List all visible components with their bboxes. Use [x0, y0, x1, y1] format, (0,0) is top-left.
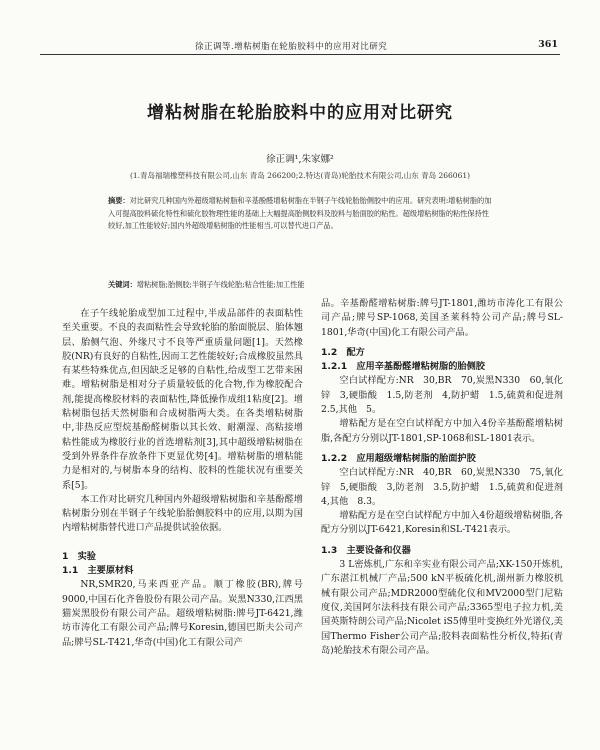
- materials-continued: 品。辛基酚醛增粘树脂:牌号JT-1801,潍坊市涛化工有限公司产品;牌号SP-1068,美国圣莱科特公司产品;牌号SL-1801,华奇(中国)化工有限公司产品。: [321, 298, 563, 338]
- running-header: [40, 38, 560, 55]
- equipment-paragraph: 3 L密炼机,广东和辛实业有限公司产品;XK-150开炼机,广东湛江机械厂产品;500 kN平板硫化机,湖州新力橡胶机械有限公司产品;MDR2000型硫化仪和MV2000型门尼粘度仪,美国阿尔法科技有限公司产品;3365型电子拉力机,美国英斯特朗公司产品;Nicolet iS5傅里叶变换红外光谱仪,美国Thermo Fisher公司产品;胶料表面粘性分析仪,特拓(青岛)轮胎技术有限公司产品。: [321, 559, 563, 656]
- abstract-label: 摘要：: [108, 196, 130, 205]
- abstract-text: 对比研究几种国内外超级增粘树脂和辛基酚醛增粘树脂在半钢子午线轮胎胎侧胶中的应用。研究表明:增粘树脂的加入可提高胶料硫化特性和硫化胶物理性能的基础上大幅提高胎侧胶料及胶料与胎面胶的粘性。超级增粘树脂的粘性保持性较好,加工性能较好;国内外超级增粘树脂的性能相当,可以替代进口产品。: [108, 196, 492, 231]
- author-line: 徐正调¹,朱家娜²: [266, 154, 334, 165]
- subsubsection-heading-tread: 1.2.2 应用超级增粘树脂的胎面护胶: [321, 452, 476, 464]
- keywords-text: 增粘树脂;胎侧胶;半钢子午线轮胎;粘合性能;加工性能: [136, 280, 305, 289]
- formula-1: 空白试样配方:NR 30,BR 70,炭黑N330 60,氧化锌 3,硬脂酸 1.5,防老剂 4,防护蜡 1.5,硫黄和促进剂 2.5,其他 5。: [321, 375, 573, 416]
- section-heading-experiment: 1 实验: [62, 550, 96, 562]
- right-column: [321, 297, 573, 658]
- affiliation-line: (1.青岛福瑞橡塑科技有限公司,山东 青岛 266200;2.特达(青岛)轮胎技术有限公司,山东 青岛 266061): [129, 171, 471, 180]
- page-number: 361: [538, 39, 558, 50]
- formula-1-note: 增粘配方是在空白试样配方中加入4份辛基酚醛增粘树脂,各配方分别以JT-1801,SP-1068和SL-1801表示。: [321, 418, 563, 444]
- intro-paragraph-1: 在子午线轮胎成型加工过程中,半成品部件的表面粘性至关重要。不良的表面粘性会导致轮胎的胎面脱层、胎体翘层、胎侧气泡、外缘尺寸不良等严重质量问题[1]。天然橡胶(NR)有良好的自粘性,因而工艺性能较好;合成橡胶虽然具有某些特殊优点,但因缺乏足够的自粘性,给成型工艺带来困难。增粘树脂是相对分子质量较低的化合物,作为橡胶配合剂,能提高橡胶材料的表面粘性,降低操作成组1粘度[2]。增粘树脂包括天然树脂和合成树脂两大类。在各类增粘树脂中,非热反应型烷基酚醛树脂以其长效、耐潮湿、高粘接增粘性能成为橡胶行业的首选增粘剂[3],其中超级增粘树脂在受到外界条件存放条件下更显优势[4]。增粘树脂的增粘能力是相对的,与树脂本身的结构、胶料的性能状况有重要关系[5]。: [62, 308, 303, 491]
- formula-2-note: 增粘配方是在空白试样配方中加入4份超级增粘树脂,各配方分别以JT-6421,Koresin和SL-T421表示。: [321, 510, 563, 536]
- subsection-heading-materials: 1.1 主要原材料: [62, 565, 134, 577]
- formula-2: 空白试样配方:NR 40,BR 60,炭黑N330 75,氧化锌 5,硬脂酸 3,防老剂 3.5,防护蜡 1.5,硫黄和促进剂 4,其他 8.3。: [321, 467, 573, 507]
- materials-paragraph: NR,SMR20,马来西亚产品。顺丁橡胶(BR),牌号9000,中国石化齐鲁股份有限公司产品。炭黑N330,江西黑猫炭黑股份有限公司产品。超级增粘树脂:牌号JT-6421,潍坊市涛化工有限公司产品;牌号Koresin,德国巴斯夫公司产品;牌号SL-T421,华奇(中国)化工有限公司产: [62, 579, 303, 648]
- abstract-block: [108, 195, 492, 233]
- subsection-heading-equipment: 1.3 主要设备和仪器: [321, 544, 411, 556]
- keywords-block: [108, 280, 492, 290]
- running-title: 徐正调等.增粘树脂在轮胎胶料中的应用对比研究: [195, 42, 388, 52]
- subsection-heading-formula: 1.2 配方: [321, 346, 365, 358]
- keywords-label: 关键词：: [108, 280, 137, 289]
- subsubsection-heading-sidewall: 1.2.1 应用辛基酚醛增粘树脂的胎侧胶: [321, 361, 485, 373]
- left-column: [62, 307, 303, 650]
- article-title: 增粘树脂在轮胎胶料中的应用对比研究: [147, 103, 453, 123]
- intro-paragraph-2: 本工作对比研究几种国内外超级增粘树脂和辛基酚醛增粘树脂分别在半钢子午线轮胎胎侧胶料中的应用,以期为国内增粘树脂替代进口产品提供试验依据。: [62, 493, 303, 534]
